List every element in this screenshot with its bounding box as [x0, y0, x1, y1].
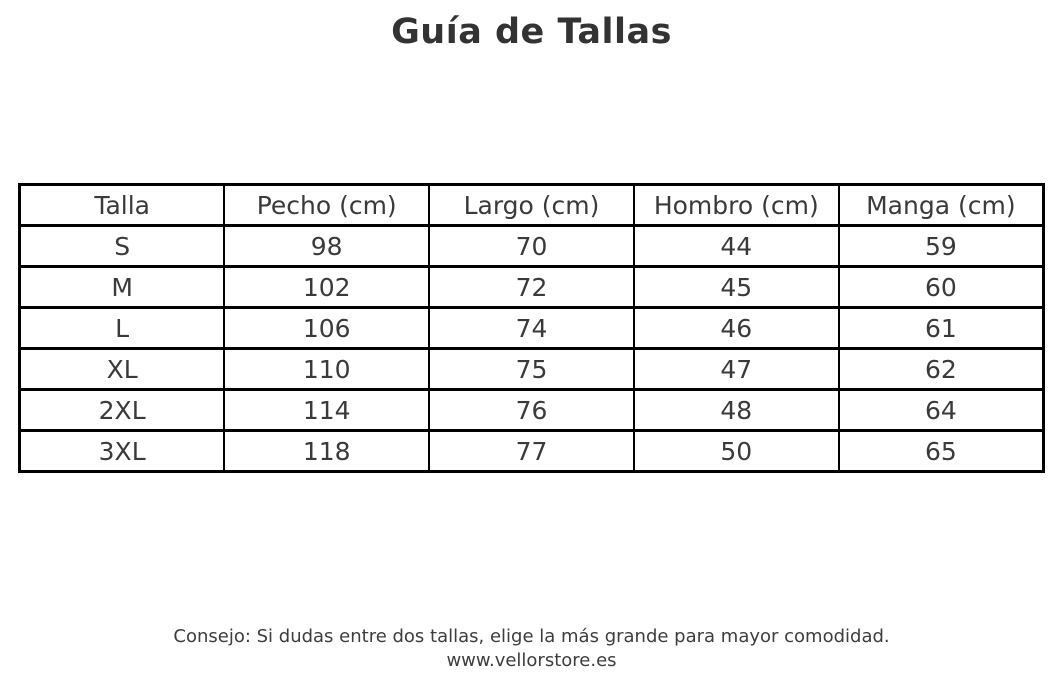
cell-largo: 77 — [429, 431, 634, 472]
cell-manga: 62 — [839, 349, 1044, 390]
table-row — [20, 349, 1044, 390]
table-row — [20, 390, 1044, 431]
cell-talla: 2XL — [20, 390, 225, 431]
cell-talla: M — [20, 267, 225, 308]
column-header-pecho: Pecho (cm) — [224, 185, 429, 226]
table-row — [20, 308, 1044, 349]
cell-largo: 74 — [429, 308, 634, 349]
footer-advice-text: Consejo: Si dudas entre dos tallas, elige la más grande para mayor comodidad. — [173, 626, 890, 647]
cell-hombro: 50 — [634, 431, 839, 472]
column-header-hombro: Hombro (cm) — [634, 185, 839, 226]
cell-manga: 64 — [839, 390, 1044, 431]
cell-hombro: 48 — [634, 390, 839, 431]
cell-pecho: 106 — [224, 308, 429, 349]
cell-talla: 3XL — [20, 431, 225, 472]
cell-pecho: 98 — [224, 226, 429, 267]
column-header-manga: Manga (cm) — [839, 185, 1044, 226]
cell-talla: S — [20, 226, 225, 267]
table-row — [20, 431, 1044, 472]
cell-manga: 60 — [839, 267, 1044, 308]
cell-talla: L — [20, 308, 225, 349]
cell-hombro: 46 — [634, 308, 839, 349]
cell-manga: 65 — [839, 431, 1044, 472]
cell-largo: 75 — [429, 349, 634, 390]
cell-talla: XL — [20, 349, 225, 390]
size-guide-table — [18, 183, 1045, 473]
cell-manga: 59 — [839, 226, 1044, 267]
cell-largo: 76 — [429, 390, 634, 431]
footer-website-text: www.vellorstore.es — [446, 650, 617, 671]
table-row — [20, 267, 1044, 308]
cell-pecho: 102 — [224, 267, 429, 308]
page-title: Guía de Tallas — [391, 12, 672, 52]
cell-largo: 72 — [429, 267, 634, 308]
cell-pecho: 114 — [224, 390, 429, 431]
cell-pecho: 118 — [224, 431, 429, 472]
column-header-largo: Largo (cm) — [429, 185, 634, 226]
cell-hombro: 44 — [634, 226, 839, 267]
cell-largo: 70 — [429, 226, 634, 267]
cell-hombro: 47 — [634, 349, 839, 390]
cell-pecho: 110 — [224, 349, 429, 390]
cell-manga: 61 — [839, 308, 1044, 349]
table-row — [20, 226, 1044, 267]
cell-hombro: 45 — [634, 267, 839, 308]
table-header-row — [20, 185, 1044, 226]
column-header-talla: Talla — [20, 185, 225, 226]
